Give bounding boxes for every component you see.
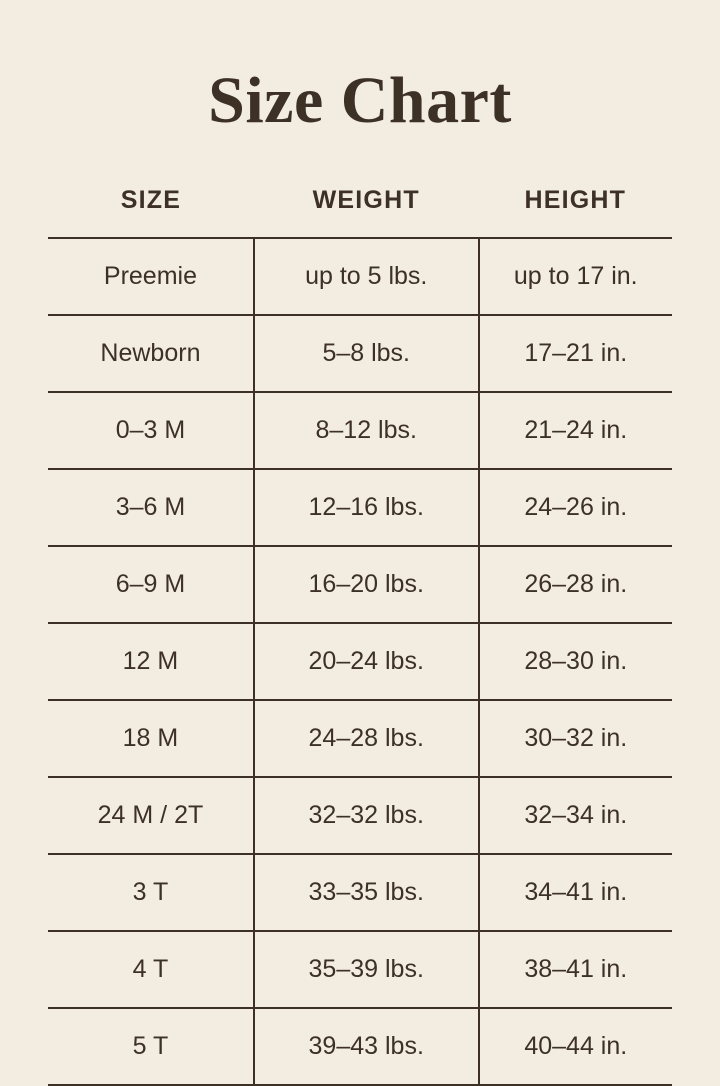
table-row bbox=[48, 546, 672, 623]
table-header-row bbox=[48, 186, 672, 238]
table-row bbox=[48, 931, 672, 1008]
cell-height: 32–34 in. bbox=[479, 777, 672, 854]
table-row bbox=[48, 238, 672, 315]
table-row bbox=[48, 777, 672, 854]
column-header-height: HEIGHT bbox=[524, 186, 627, 214]
cell-height: 26–28 in. bbox=[479, 546, 672, 623]
table-row bbox=[48, 392, 672, 469]
table-header bbox=[48, 186, 672, 238]
column-header-size: SIZE bbox=[120, 186, 182, 214]
cell-height: 21–24 in. bbox=[479, 392, 672, 469]
size-chart-table-wrapper bbox=[48, 186, 672, 1086]
table-row bbox=[48, 700, 672, 777]
cell-height: 34–41 in. bbox=[479, 854, 672, 931]
cell-height: 30–32 in. bbox=[479, 700, 672, 777]
cell-height: 38–41 in. bbox=[479, 931, 672, 1008]
cell-height: 24–26 in. bbox=[479, 469, 672, 546]
table-row bbox=[48, 469, 672, 546]
table-row bbox=[48, 315, 672, 392]
table-row bbox=[48, 1008, 672, 1085]
cell-height: 17–21 in. bbox=[479, 315, 672, 392]
cell-size: 4 T bbox=[48, 931, 254, 1008]
table-row bbox=[48, 623, 672, 700]
cell-height: 40–44 in. bbox=[479, 1008, 672, 1085]
cell-height: 28–30 in. bbox=[479, 623, 672, 700]
cell-size: Preemie bbox=[48, 238, 254, 315]
cell-size: 24 M / 2T bbox=[48, 777, 254, 854]
cell-height: up to 17 in. bbox=[479, 238, 672, 315]
cell-size: 5 T bbox=[48, 1008, 254, 1085]
table-body bbox=[48, 238, 672, 1085]
cell-weight: 32–32 lbs. bbox=[254, 777, 479, 854]
cell-weight: 39–43 lbs. bbox=[254, 1008, 479, 1085]
cell-weight: 5–8 lbs. bbox=[254, 315, 479, 392]
cell-weight: 20–24 lbs. bbox=[254, 623, 479, 700]
cell-size: Newborn bbox=[48, 315, 254, 392]
cell-weight: up to 5 lbs. bbox=[254, 238, 479, 315]
cell-size: 3 T bbox=[48, 854, 254, 931]
cell-size: 0–3 M bbox=[48, 392, 254, 469]
cell-weight: 33–35 lbs. bbox=[254, 854, 479, 931]
table-row bbox=[48, 854, 672, 931]
size-chart-table bbox=[48, 186, 672, 1086]
column-header-weight: WEIGHT bbox=[312, 186, 420, 214]
cell-weight: 8–12 lbs. bbox=[254, 392, 479, 469]
cell-weight: 35–39 lbs. bbox=[254, 931, 479, 1008]
cell-weight: 16–20 lbs. bbox=[254, 546, 479, 623]
cell-size: 6–9 M bbox=[48, 546, 254, 623]
cell-size: 12 M bbox=[48, 623, 254, 700]
cell-weight: 12–16 lbs. bbox=[254, 469, 479, 546]
cell-weight: 24–28 lbs. bbox=[254, 700, 479, 777]
cell-size: 18 M bbox=[48, 700, 254, 777]
page-title: Size Chart bbox=[208, 64, 512, 137]
cell-size: 3–6 M bbox=[48, 469, 254, 546]
